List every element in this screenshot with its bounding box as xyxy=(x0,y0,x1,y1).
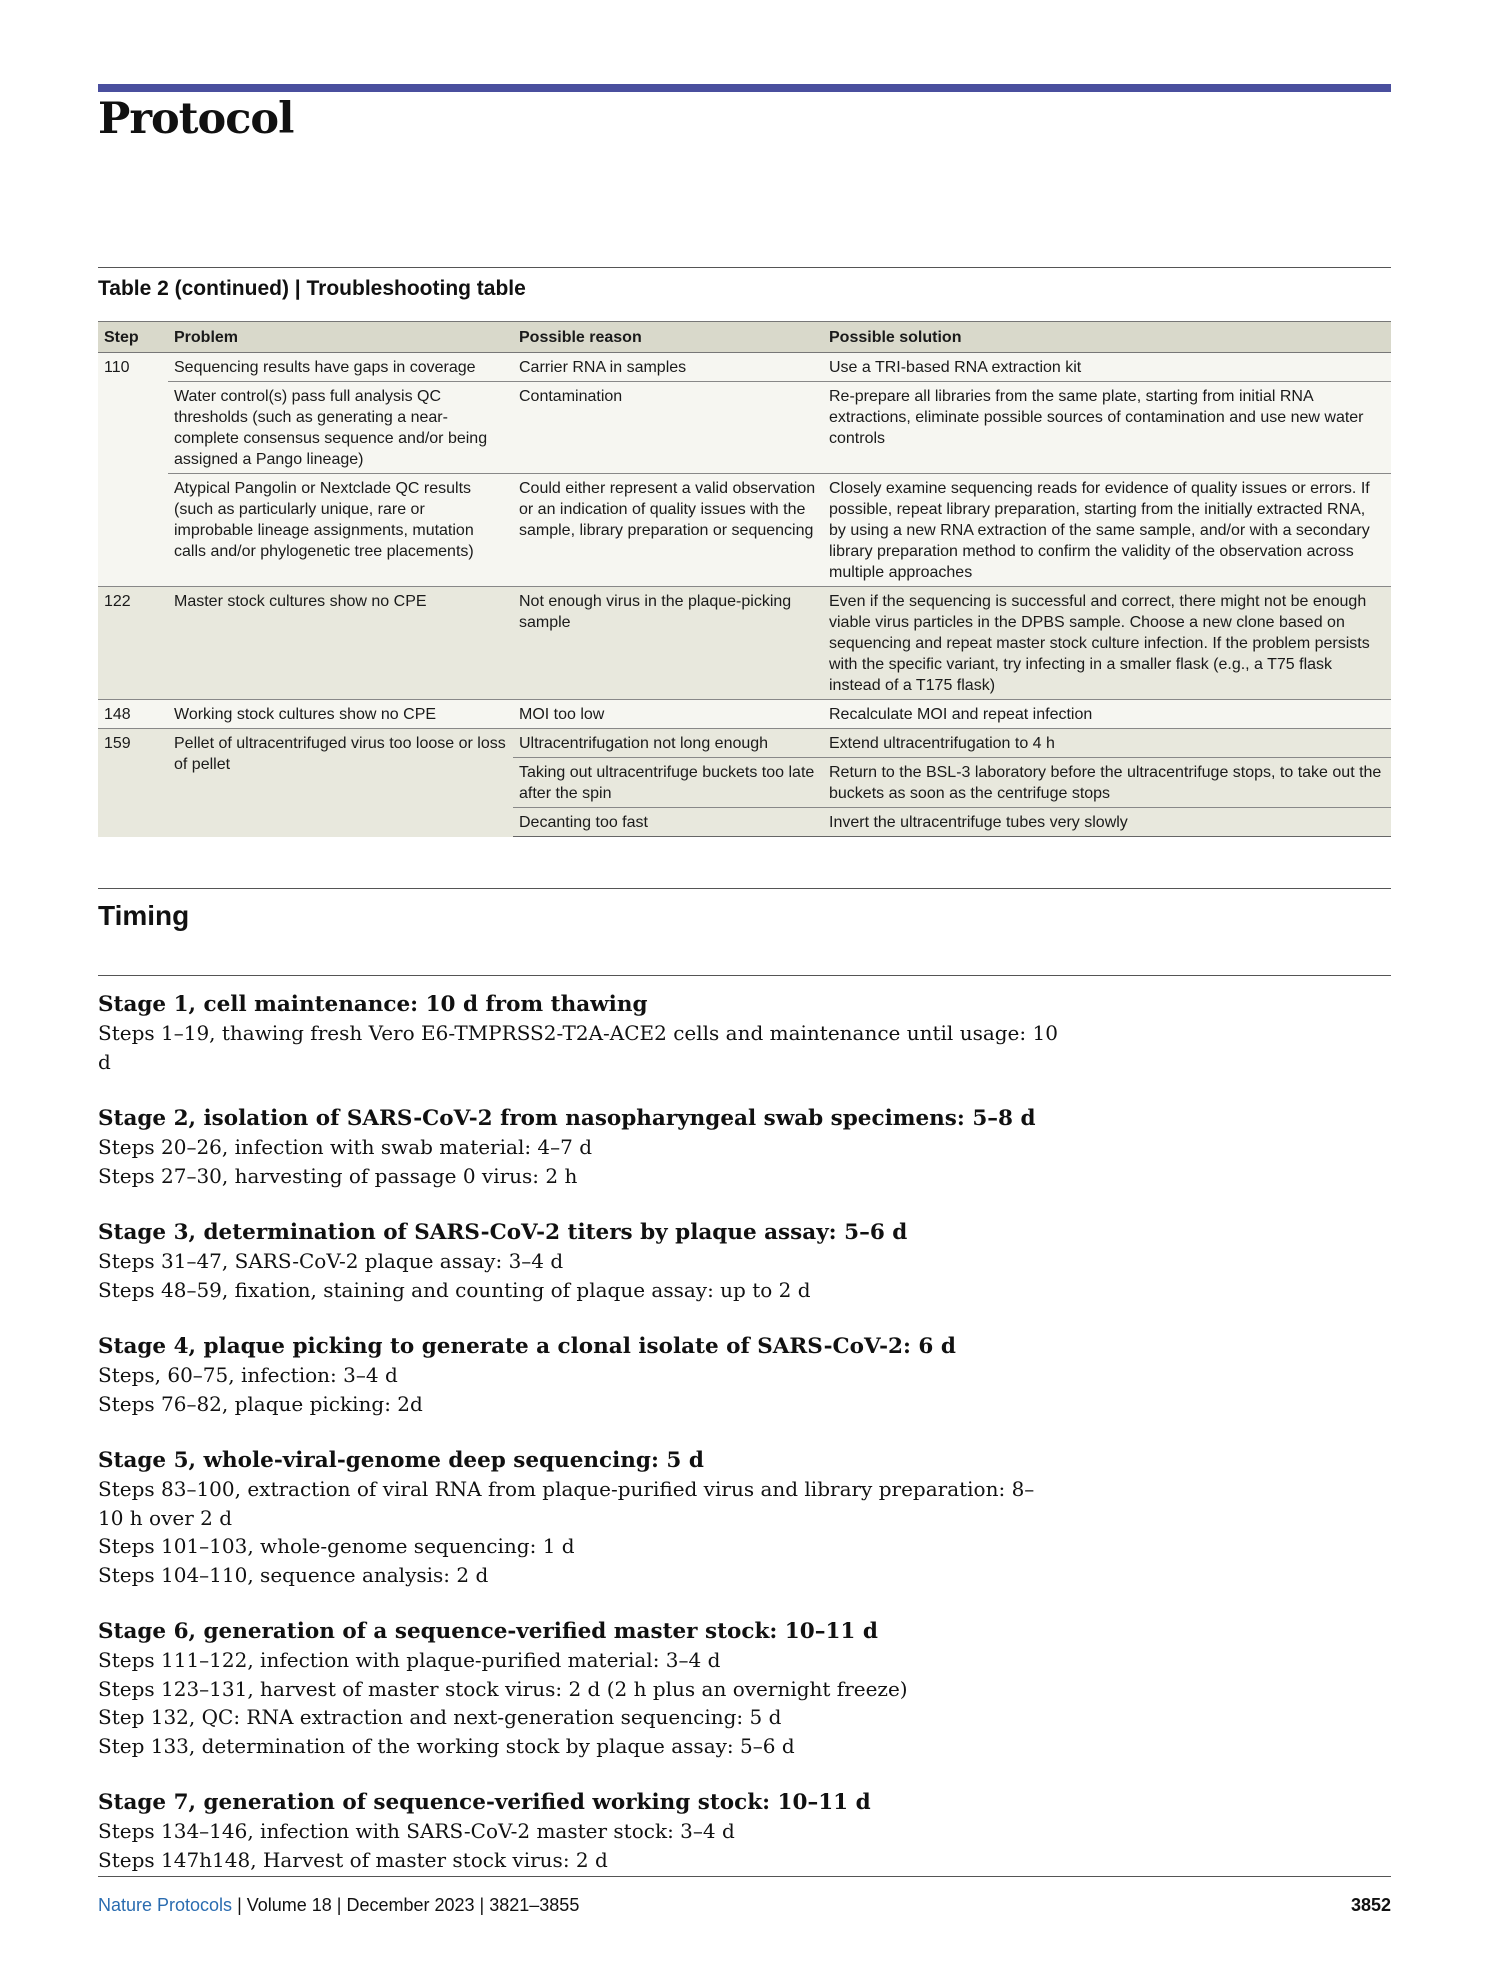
reason-cell: Contamination xyxy=(513,382,823,474)
table-row xyxy=(98,474,1391,587)
problem-cell: Master stock cultures show no CPE xyxy=(168,587,513,700)
solution-cell: Return to the BSL-3 laboratory before the ultracentrifuge stops, to take out the buckets as soon as the centrifuge stops xyxy=(823,758,1391,808)
stage-title: Stage 4, plaque picking to generate a clonal isolate of SARS-CoV-2: 6 d xyxy=(98,1334,956,1359)
timing-heading: Timing xyxy=(98,900,190,931)
stage-title: Stage 3, determination of SARS-CoV-2 titers by plaque assay: 5–6 d xyxy=(98,1220,908,1245)
journal-name: Nature Protocols xyxy=(98,1895,233,1915)
table-row xyxy=(98,353,1391,382)
column-header-problem: Problem xyxy=(168,322,513,353)
citation xyxy=(98,1895,579,1916)
stage-title: Stage 2, isolation of SARS-CoV-2 from nasopharyngeal swab specimens: 5–8 d xyxy=(98,1106,1036,1131)
table-row xyxy=(98,382,1391,474)
table-row xyxy=(98,729,1391,758)
stage-step: Steps 20–26, infection with swab material: 4–7 d xyxy=(98,1135,593,1159)
solution-cell: Use a TRI-based RNA extraction kit xyxy=(823,353,1391,382)
stage-title: Stage 5, whole-viral-genome deep sequencing: 5 d xyxy=(98,1448,704,1473)
stage-step: Steps 48–59, fixation, staining and counting of plaque assay: up to 2 d xyxy=(98,1277,811,1302)
table-header-row xyxy=(98,322,1391,353)
divider xyxy=(98,975,1391,976)
stage-step: Steps 1–19, thawing fresh Vero E6-TMPRSS2-T2A-ACE2 cells and maintenance until usage: 10 d xyxy=(98,1021,1058,1074)
stage-step: Step 133, determination of the working stock by plaque assay: 5–6 d xyxy=(98,1733,795,1758)
stage-title: Stage 7, generation of sequence-verified working stock: 10–11 d xyxy=(98,1790,871,1815)
column-header-solution: Possible solution xyxy=(823,322,1391,353)
solution-cell: Re-prepare all libraries from the same plate, starting from initial RNA extractions, eliminate possible sources of contamination and use new water controls xyxy=(823,382,1391,474)
troubleshooting-table xyxy=(98,321,1391,837)
reason-cell: Carrier RNA in samples xyxy=(513,353,823,382)
reason-cell: Ultracentrifugation not long enough xyxy=(513,729,823,758)
step-cell: 159 xyxy=(98,729,168,837)
solution-cell: Even if the sequencing is successful and correct, there might not be enough viable virus particles in the DPBS sample. Choose a new clone based on sequencing and repeat master stock culture infection. If the problem persists with the specific variant, try infecting in a smaller flask (e.g., a T75 flask instead of a T175 flask) xyxy=(823,587,1391,700)
reason-cell: Not enough virus in the plaque-picking sample xyxy=(513,587,823,700)
table-row xyxy=(98,587,1391,700)
stage-step: Step 132, QC: RNA extraction and next-generation sequencing: 5 d xyxy=(98,1705,782,1729)
reason-cell: Taking out ultracentrifuge buckets too late after the spin xyxy=(513,758,823,808)
stage-step: Steps 111–122, infection with plaque-purified material: 3–4 d xyxy=(98,1648,721,1672)
table-row xyxy=(98,700,1391,729)
stage-block xyxy=(98,1446,1391,1589)
reason-cell: MOI too low xyxy=(513,700,823,729)
step-cell: 110 xyxy=(98,353,168,587)
column-header-reason: Possible reason xyxy=(513,322,823,353)
stage-title: Stage 6, generation of a sequence-verified master stock: 10–11 d xyxy=(98,1619,878,1644)
volume-info: | Volume 18 | December 2023 | 3821–3855 xyxy=(232,1895,580,1915)
stage-block xyxy=(98,1332,1391,1418)
step-cell: 148 xyxy=(98,700,168,729)
page-number: 3852 xyxy=(1350,1895,1391,1915)
stage-step: Steps 27–30, harvesting of passage 0 virus: 2 h xyxy=(98,1163,578,1188)
stage-step: Steps 134–146, infection with SARS-CoV-2 master stock: 3–4 d xyxy=(98,1819,735,1843)
stage-block xyxy=(98,1788,1391,1874)
divider xyxy=(98,1876,1391,1877)
timing-stages xyxy=(98,990,1391,1902)
stage-step: Steps 123–131, harvest of master stock virus: 2 d (2 h plus an overnight freeze) xyxy=(98,1676,908,1701)
solution-cell: Recalculate MOI and repeat infection xyxy=(823,700,1391,729)
problem-cell: Atypical Pangolin or Nextclade QC results (such as particularly unique, rare or improbable lineage assignments, mutation calls and/or phylogenetic tree placements) xyxy=(168,474,513,587)
section-label: Protocol xyxy=(98,94,294,144)
stage-step: Steps 31–47, SARS-CoV-2 plaque assay: 3–4 d xyxy=(98,1249,564,1273)
solution-cell: Closely examine sequencing reads for evidence of quality issues or errors. If possible, repeat library preparation, starting from the initially extracted RNA, by using a new RNA extraction of the same sample, and/or with a secondary library preparation method to confirm the validity of the observation across multiple approaches xyxy=(823,474,1391,587)
problem-cell: Water control(s) pass full analysis QC thresholds (such as generating a near-complete consensus sequence and/or being assigned a Pango lineage) xyxy=(168,382,513,474)
divider xyxy=(98,888,1391,889)
reason-cell: Decanting too fast xyxy=(513,808,823,837)
problem-cell: Sequencing results have gaps in coverage xyxy=(168,353,513,382)
stage-step: Steps 101–103, whole-genome sequencing: 1 d xyxy=(98,1534,575,1558)
stage-block xyxy=(98,1617,1391,1760)
step-cell: 122 xyxy=(98,587,168,700)
stage-step: Steps, 60–75, infection: 3–4 d xyxy=(98,1363,398,1387)
reason-cell: Could either represent a valid observation or an indication of quality issues with the sample, library preparation or sequencing xyxy=(513,474,823,587)
stage-step: Steps 147h148, Harvest of master stock virus: 2 d xyxy=(98,1847,608,1872)
stage-step: Steps 104–110, sequence analysis: 2 d xyxy=(98,1562,489,1587)
header-accent-bar xyxy=(98,84,1391,92)
solution-cell: Invert the ultracentrifuge tubes very slowly xyxy=(823,808,1391,837)
divider xyxy=(98,267,1391,268)
stage-block xyxy=(98,1218,1391,1304)
table-caption: Table 2 (continued) | Troubleshooting table xyxy=(98,277,526,300)
page-footer xyxy=(98,1895,1391,1916)
column-header-step: Step xyxy=(98,322,168,353)
stage-step: Steps 83–100, extraction of viral RNA from plaque-purified virus and library preparation: 8–10 h over 2 d xyxy=(98,1477,1035,1530)
stage-block xyxy=(98,990,1391,1076)
problem-cell: Pellet of ultracentrifuged virus too loose or loss of pellet xyxy=(168,729,513,837)
solution-cell: Extend ultracentrifugation to 4 h xyxy=(823,729,1391,758)
stage-title: Stage 1, cell maintenance: 10 d from thawing xyxy=(98,992,648,1017)
problem-cell: Working stock cultures show no CPE xyxy=(168,700,513,729)
stage-step: Steps 76–82, plaque picking: 2d xyxy=(98,1391,423,1416)
stage-block xyxy=(98,1104,1391,1190)
